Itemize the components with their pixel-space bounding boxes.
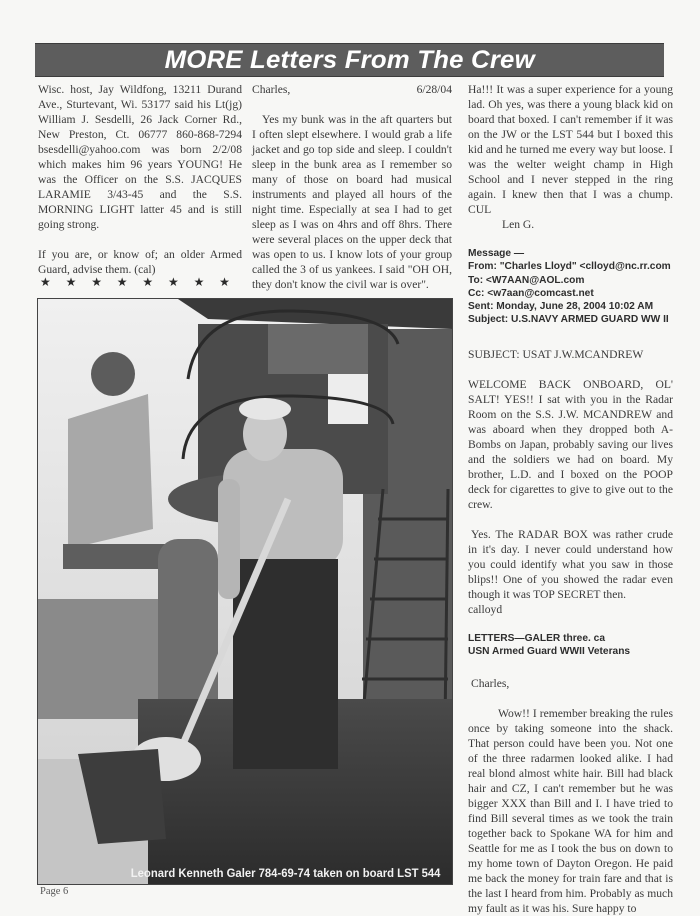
email-header xyxy=(468,247,673,327)
star-icon: ★ xyxy=(65,275,77,289)
letter-header-line: USN Armed Guard WWII Veterans xyxy=(468,646,631,658)
sailor-photo xyxy=(37,298,453,885)
email-sent: Sent: Monday, June 28, 2004 10:02 AM xyxy=(468,301,654,313)
letter-header-block xyxy=(468,632,673,659)
letter-salutation: Charles, xyxy=(252,83,291,96)
article-paragraph: Wisc. host, Jay Wildfong, 13211 Durand Ave., Sturtevant, Wi. 53177 said his Lt(jg) William J. Sesdelli, 26 Jack Corner Rd., New Preston, Ct. 06777 860-868-7294 bsesdelli@yahoo.com was born 2/2/08 which makes him 96 years YOUNG! He was the Officer on the S.S. JACQUES LARAMIE 3/43-45 and the S.S. MORNING LIGHT latter 45 and is still going strong. xyxy=(38,83,242,231)
letter-body: Yes my bunk was in the aft quarters but I often slept elsewhere. I would grab a life jacket and go top side and sleep. I couldn't sleep in the bunk area as I remember so many of those on board had musical instruments and played all hours of the night time. Especially at sea I had to get sleep as I was on 4hrs and off 8hrs. There were several places on the upper deck that was open to us. I know lots of your group called the 3 of us yankees. I said "OH OH, they don't know the civil war is over". xyxy=(252,113,452,291)
letter-header-line: LETTERS—GALER three. ca xyxy=(468,632,605,644)
star-icon: ★ xyxy=(116,275,128,289)
searchlight xyxy=(91,352,135,396)
letter-salutation: Charles, xyxy=(471,677,510,691)
star-divider xyxy=(40,275,230,289)
reply-paragraph: WELCOME BACK ONBOARD, OL' SALT! YES!! I sat with you in the Radar Room on the S.S. J.W. MCANDREW and was aboard when they dropped both A-Bombs on Japan, probably saving our lives and the soldiers we had on board. My brother, L.D. and I boxed on the POOP deck for cigarettes to give to give out to the crew. xyxy=(468,377,673,511)
email-to: To: <W7AAN@AOL.com xyxy=(468,274,585,286)
email-cc: Cc: <w7aan@comcast.net xyxy=(468,287,594,299)
letter-body: Wow!! I remember breaking the rules once by taking someone into the shack. That person could have been you. Not one of the three radarmen looked alike. I had real blond almost white hair. Bill had black hair and CZ, I can't remember but he was bigger XXX than Bill and I. I have tried to find Bill several times as we took the train together back to Spokane WA for him and Seattle for me as I took the bus on down to my home town of Dayton Oregon. He paid me back the money for train fare and that is the last I heard from him. Probably as much my fault as it was his. Sure happy to xyxy=(468,707,673,916)
star-icon: ★ xyxy=(40,275,51,289)
photo-artwork xyxy=(38,299,452,884)
star-icon: ★ xyxy=(219,275,230,289)
star-icon: ★ xyxy=(142,275,154,289)
star-icon: ★ xyxy=(167,275,179,289)
section-title: MORE Letters From The Crew xyxy=(164,45,535,74)
canopy xyxy=(268,324,368,374)
article-paragraph: If you are, or know of; an older Armed Guard, advise them. (cal) xyxy=(38,248,242,276)
photo-caption: Leonard Kenneth Galer 784-69-74 taken on board LST 544 xyxy=(130,866,440,880)
letter-continuation: Ha!!! It was a super experience for a young lad. Oh yes, was there a young black kid on board that boxed. I can't remember if it was on the JW or the LST 544 but I boxed this kid and he turned me every way but loose. I was the welter weight champ in High School and I never stepped in the ring again. I knew then that I was a chump. CUL xyxy=(468,83,673,216)
page-number: Page 6 xyxy=(40,886,69,897)
reply-paragraph: Yes. The RADAR BOX was rather crude in it's day. I never could understand how you could identify what you saw in those blips!! One of you showed the radar even though it was TOP SECRET then. xyxy=(468,527,673,601)
letter-date: 6/28/04 xyxy=(416,83,452,96)
letter-signature: Len G. xyxy=(502,218,535,231)
letter-heading xyxy=(252,82,452,97)
canvas-screen xyxy=(68,394,153,549)
email-subject: Subject: U.S.NAVY ARMED GUARD WW II xyxy=(468,314,669,326)
star-icon: ★ xyxy=(91,275,102,289)
column-3 xyxy=(468,82,673,916)
sailor-arm xyxy=(218,479,240,599)
sailor-cap xyxy=(239,398,291,420)
email-from: From: "Charles Lloyd" <clloyd@nc.rr.com xyxy=(468,261,671,273)
reply-signature: calloyd xyxy=(468,602,503,616)
subject-line: SUBJECT: USAT J.W.MCANDREW xyxy=(468,347,644,361)
section-banner xyxy=(35,43,664,77)
column-2 xyxy=(252,82,452,292)
column-1 xyxy=(38,82,242,277)
email-label: Message — xyxy=(468,248,525,259)
star-icon: ★ xyxy=(193,275,205,289)
